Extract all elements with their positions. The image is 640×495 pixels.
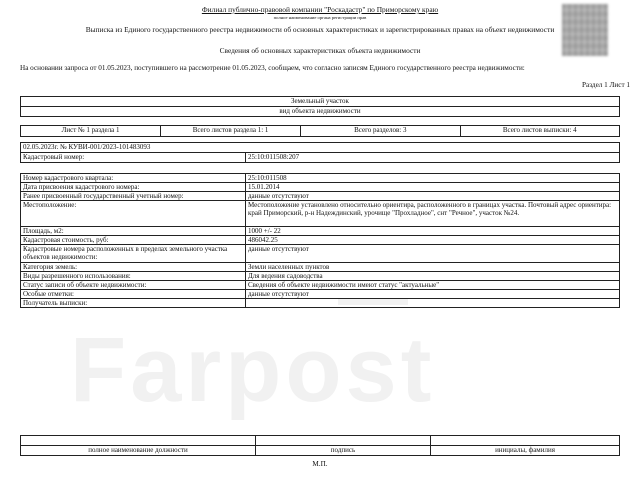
total-extract-sheets: Всего листов выписки: 4: [460, 126, 619, 137]
doc-number-table: [20, 142, 620, 163]
sheet-number: Лист № 1 раздела 1: [21, 126, 161, 137]
row-value: 25:10:011508: [246, 174, 620, 183]
row-label: Дата присвоения кадастрового номера:: [21, 183, 246, 192]
name-caption: инициалы, фамилия: [431, 446, 620, 456]
signature-table: [20, 435, 620, 456]
org-caption: полное наименование органа регистрации прав: [273, 15, 367, 20]
signature-caption: подпись: [256, 446, 431, 456]
sheets-in-section: Всего листов раздела 1: 1: [161, 126, 301, 137]
row-label: Получатель выписки:: [21, 299, 246, 308]
watermark: Farpost: [70, 319, 436, 421]
object-type-caption: вид объекта недвижимости: [21, 107, 620, 117]
object-type: Земельный участок: [21, 97, 620, 107]
row-value: Местоположение установлено относительно ориентира, расположенного в границах участка. Почтовый адрес ориентира: край Приморский, р-н Надеждинский, урочище "Прохладное", снт "Речное", участок №24.: [246, 201, 620, 227]
row-value: данные отсутствуют: [246, 290, 620, 299]
row-value: 1000 +/- 22: [246, 227, 620, 236]
row-label: Виды разрешенного использования:: [21, 272, 246, 281]
object-type-table: [20, 96, 620, 117]
row-label: Особые отметки:: [21, 290, 246, 299]
doc-number: 02.05.2023г. № КУВИ-001/2023-101483093: [21, 143, 620, 153]
signature-field: [256, 436, 431, 446]
row-value: Земли населенных пунктов: [246, 263, 620, 272]
stamp-placeholder: М.П.: [312, 460, 328, 468]
row-label: Статус записи об объекте недвижимости:: [21, 281, 246, 290]
row-value: Для ведения садоводства: [246, 272, 620, 281]
row-value: Сведения об объекте недвижимости имеют статус "актуальные": [246, 281, 620, 290]
redacted-recipient: [338, 299, 408, 305]
row-value: 15.01.2014: [246, 183, 620, 192]
row-value: [246, 299, 620, 308]
org-name: Филиал публично-правовой компании "Роскадастр" по Приморскому краю: [201, 5, 439, 14]
name-field: [431, 436, 620, 446]
cadastral-value: 25:10:011508:207: [246, 153, 620, 163]
cadastral-label: Кадастровый номер:: [21, 153, 246, 163]
position-caption: полное наименование должности: [21, 446, 256, 456]
row-value: данные отсутствуют: [246, 245, 620, 263]
request-basis: На основании запроса от 01.05.2023, поступившего на рассмотрение 01.05.2023, сообщаем, что согласно записям Единого государственного реестра недвижимости:: [20, 64, 525, 72]
row-label: Категория земель:: [21, 263, 246, 272]
row-value: 486042.25: [246, 236, 620, 245]
row-label: Кадастровая стоимость, руб:: [21, 236, 246, 245]
characteristics-table: [20, 173, 620, 308]
row-label: Площадь, м2:: [21, 227, 246, 236]
document-title: Выписка из Единого государственного реестра недвижимости об основных характеристиках и зарегистрированных правах на объект недвижимости: [85, 25, 555, 34]
row-label: Местоположение:: [21, 201, 246, 227]
position-field: [21, 436, 256, 446]
document-subtitle: Сведения об основных характеристиках объекта недвижимости: [219, 46, 421, 55]
row-label: Номер кадастрового квартала:: [21, 174, 246, 183]
row-label: Кадастровые номера расположенных в пределах земельного участка объектов недвижимости:: [21, 245, 246, 263]
row-value: данные отсутствуют: [246, 192, 620, 201]
section-page: Раздел 1 Лист 1: [582, 81, 630, 89]
sheet-info-table: [20, 125, 620, 137]
row-label: Ранее присвоенный государственный учетный номер:: [21, 192, 246, 201]
total-sections: Всего разделов: 3: [301, 126, 460, 137]
